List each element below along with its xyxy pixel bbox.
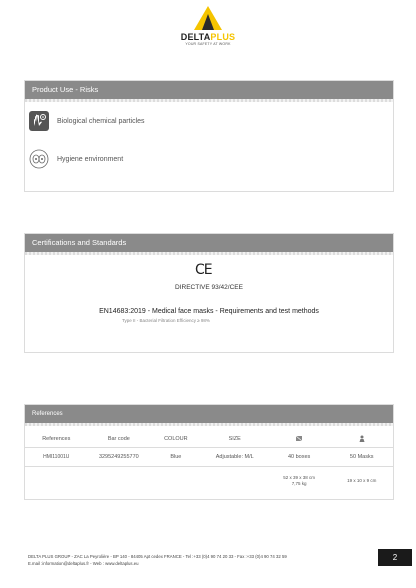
ce-mark: CE <box>195 262 212 278</box>
cell-masks: 50 Masks <box>330 448 393 467</box>
cell-box-dimensions <box>268 467 331 496</box>
table-header-row <box>25 431 393 448</box>
cell-barcode: 3295249255770 <box>88 448 151 467</box>
references-title: References <box>25 405 393 423</box>
triangle-logo-icon <box>194 6 222 30</box>
page-number: 2 <box>378 549 412 566</box>
certifications-title: Certifications and Standards <box>25 234 393 252</box>
col-barcode: Bar code <box>107 436 130 442</box>
brand-name-plus: PLUS <box>210 32 236 42</box>
references-section <box>24 404 394 500</box>
col-mask <box>330 431 393 448</box>
risk-item <box>25 149 123 169</box>
footer-contact: E.mail :information@deltaplus.fr - Web : www.deltaplus.eu <box>28 561 139 566</box>
references-table <box>25 431 393 495</box>
risk-label: Biological chemical particles <box>57 117 145 125</box>
norm-detail: Type II - Bacterial Filtration Efficiency ≥ 98% <box>122 318 210 323</box>
footer <box>28 553 287 567</box>
cell-size: Adjustable: M/L <box>202 448 268 467</box>
footer-address: DELTA PLUS GROUP - ZAC La Peyrolière - BP 140 - 84405 Apt cedex FRANCE - Tel :+33 (0)4 90 74 20 33 - Fax :+33 (0)4 90 74 32 59 <box>28 554 287 559</box>
col-colour: COLOUR <box>164 436 188 442</box>
col-box <box>268 431 331 448</box>
biohazard-hand-icon <box>29 111 49 131</box>
risks-divider <box>25 99 393 102</box>
cell-mask-dimensions: 19 x 10 x 9 cm <box>347 478 377 483</box>
references-divider <box>25 423 393 426</box>
risk-item <box>25 111 145 131</box>
brand-name-main: DELTA <box>180 32 211 42</box>
cell-reference: HMI11001U <box>25 448 88 467</box>
col-references: References <box>42 436 71 442</box>
deltaplus-logo <box>170 6 246 46</box>
brand-tagline: YOUR SAFETY AT WORK <box>185 42 231 46</box>
norm-title: EN14683:2019 - Medical face masks - Requirements and test methods <box>99 308 319 315</box>
microbes-icon <box>29 149 49 169</box>
col-size: SIZE <box>228 436 241 442</box>
box-weight: 7,75 kg <box>291 481 307 486</box>
risks-title: Product Use - Risks <box>25 81 393 99</box>
brand-name <box>172 32 244 42</box>
box-dimensions: 52 x 39 x 38 cm <box>283 475 315 480</box>
table-row-dimensions <box>25 467 393 496</box>
cell-colour: Blue <box>150 448 202 467</box>
certifications-section <box>24 233 394 353</box>
mask-icon <box>359 435 365 442</box>
risk-label: Hygiene environment <box>57 155 124 163</box>
certifications-divider <box>25 252 393 255</box>
risks-section <box>24 80 394 192</box>
directive-text: DIRECTIVE 93/42/CEE <box>175 284 243 291</box>
cell-boxes: 40 boxes <box>268 448 331 467</box>
box-icon <box>295 435 303 442</box>
table-row <box>25 448 393 467</box>
